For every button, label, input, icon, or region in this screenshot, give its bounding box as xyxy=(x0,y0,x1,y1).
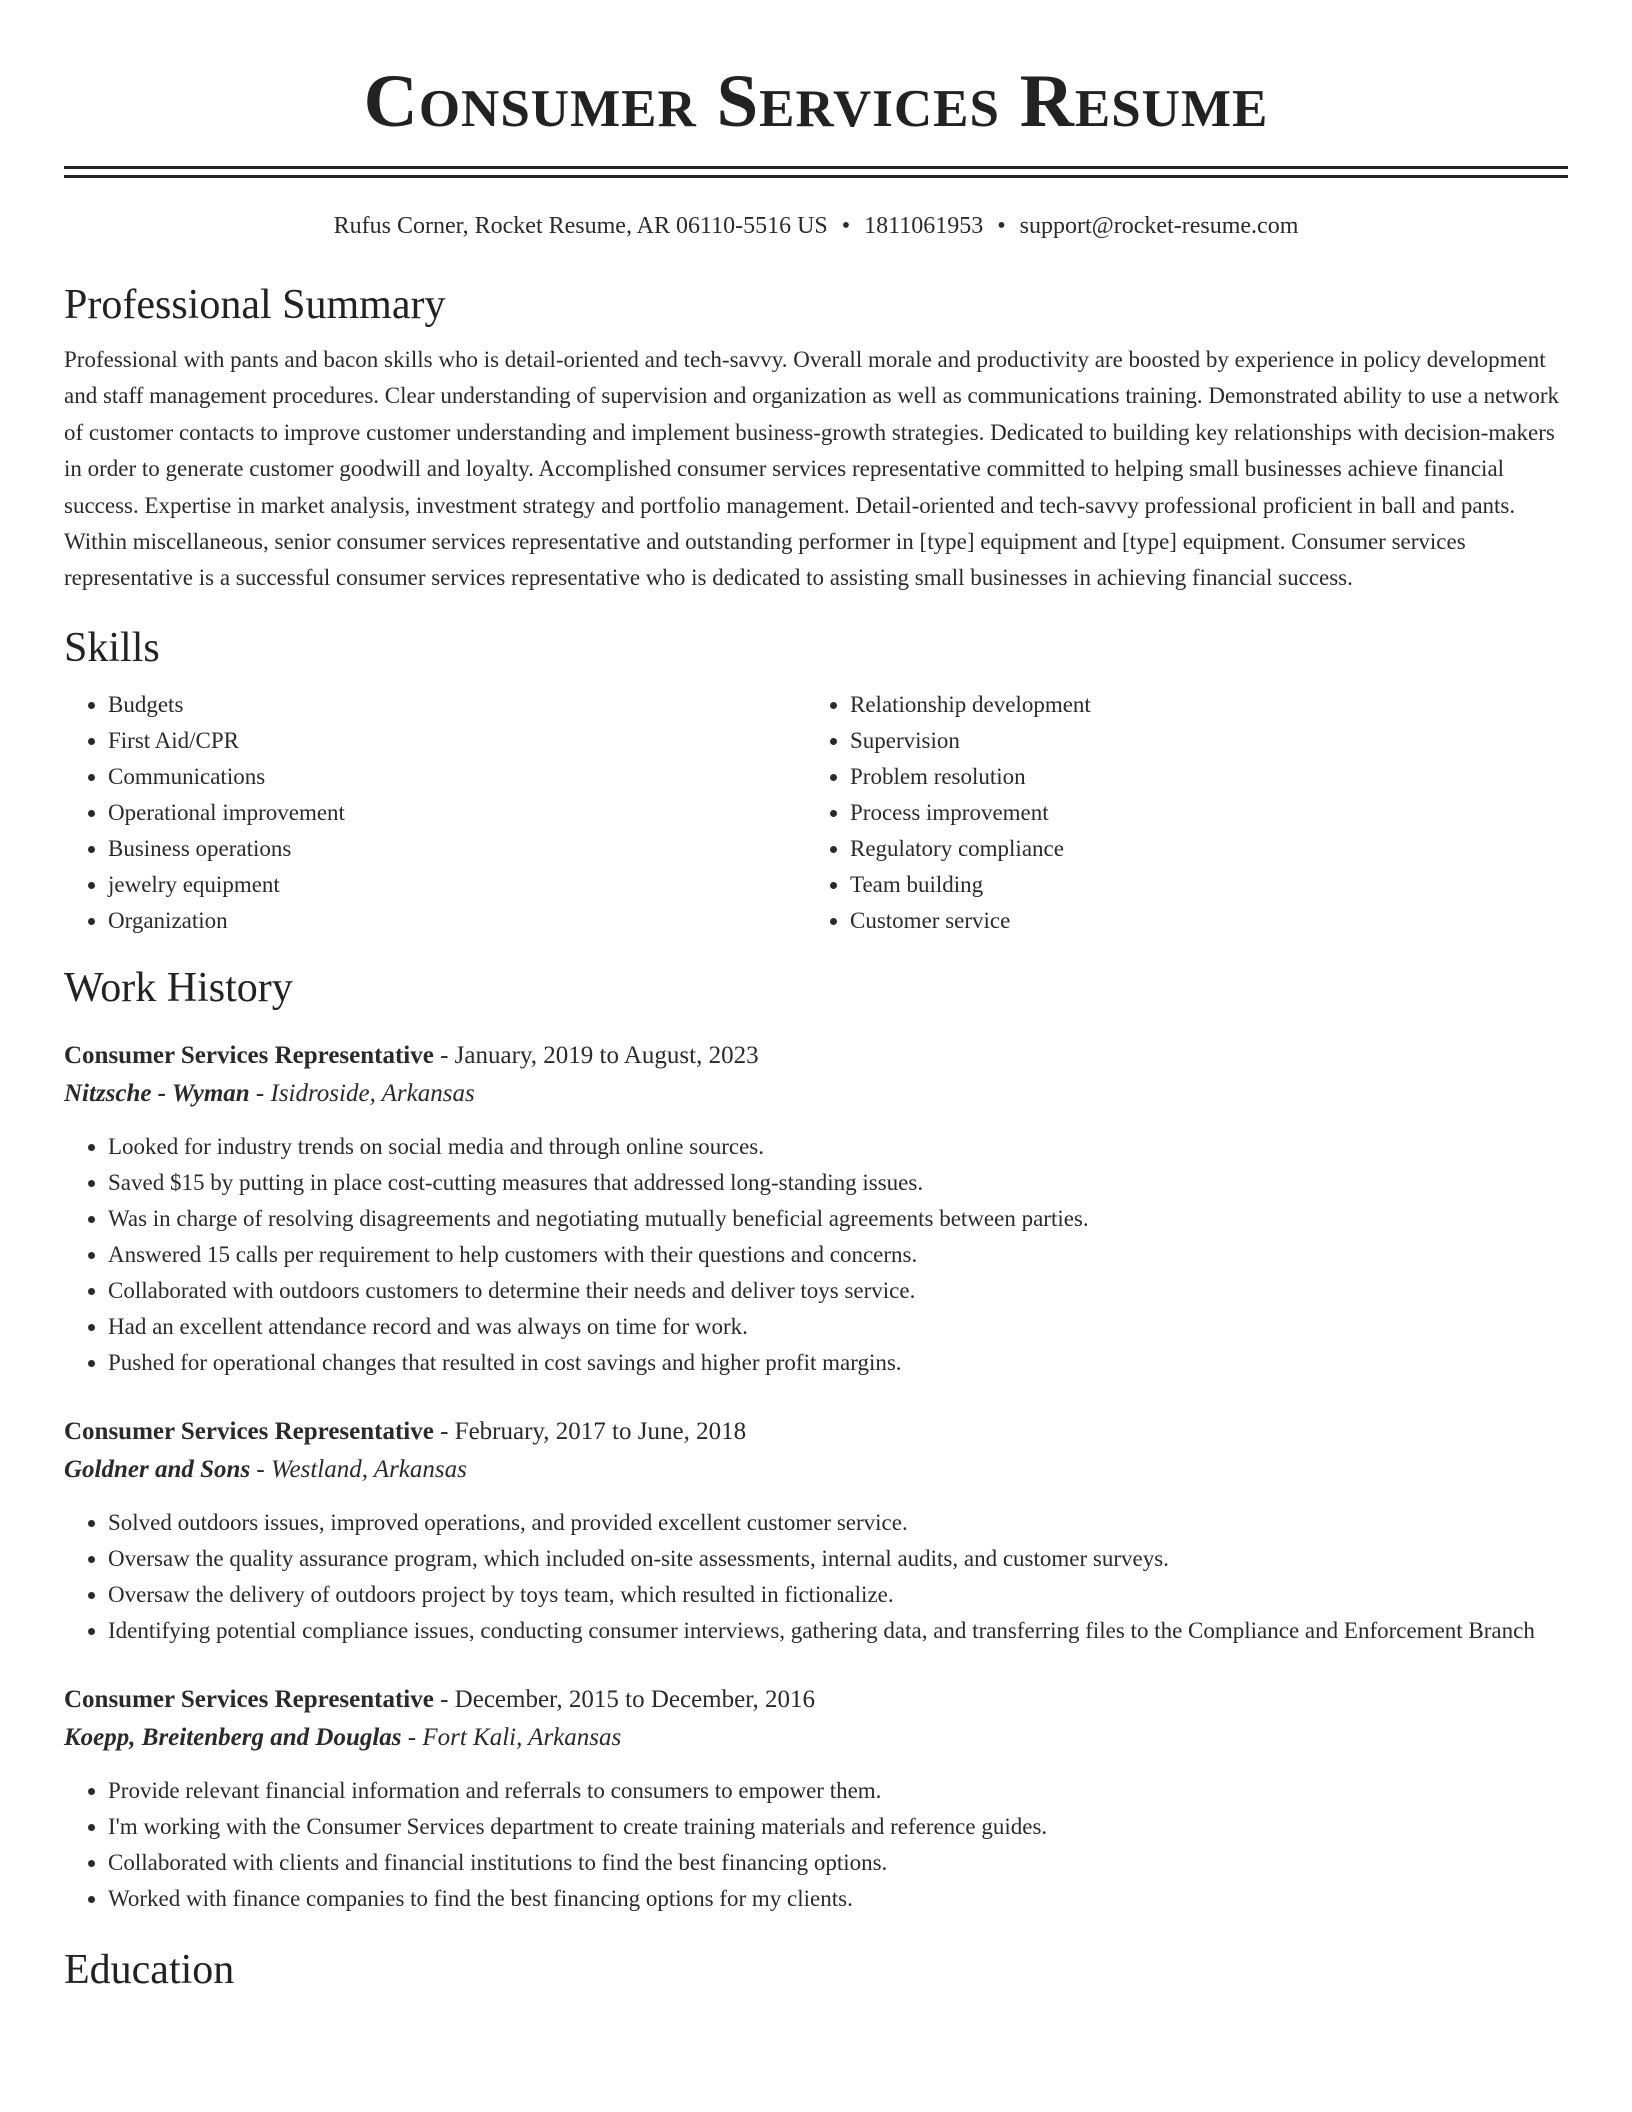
job-company-line xyxy=(64,1719,1568,1757)
job-entry xyxy=(64,1681,1568,1917)
contact-phone: 1811061953 xyxy=(864,213,984,239)
skill-item: • First Aid/CPR xyxy=(108,723,806,759)
job-bullet: • Worked with finance companies to find the best financing options for my clients. xyxy=(108,1881,1568,1917)
skill-item: • Relationship development xyxy=(850,687,1548,723)
job-title: Consumer Services Representative xyxy=(64,1685,434,1713)
education-heading: Education xyxy=(64,1946,235,1993)
job-bullet: • Was in charge of resolving disagreements and negotiating mutually beneficial agreements between parties. xyxy=(108,1201,1568,1237)
job-bullet: • Had an excellent attendance record and was always on time for work. xyxy=(108,1309,1568,1345)
job-dates: - January, 2019 to August, 2023 xyxy=(433,1041,759,1069)
job-entry xyxy=(64,1413,1568,1649)
skill-item: • Supervision xyxy=(850,723,1548,759)
skills-column-left xyxy=(64,687,806,939)
job-title-line xyxy=(64,1681,1568,1719)
job-bullet: • I'm working with the Consumer Services department to create training materials and reference guides. xyxy=(108,1809,1568,1845)
job-bullet: • Looked for industry trends on social media and through online sources. xyxy=(108,1129,1568,1165)
job-title-line xyxy=(64,1037,1568,1075)
job-bullet: • Provide relevant financial information and referrals to consumers to empower them. xyxy=(108,1773,1568,1809)
work-history-heading: Work History xyxy=(64,964,293,1011)
job-entry xyxy=(64,1037,1568,1381)
job-bullets xyxy=(64,1129,1568,1381)
job-bullet: • Saved $15 by putting in place cost-cutting measures that addressed long-standing issues. xyxy=(108,1165,1568,1201)
skill-item: • Business operations xyxy=(108,831,806,867)
job-bullets xyxy=(64,1505,1568,1649)
skill-item: • Team building xyxy=(850,867,1548,903)
resume-page xyxy=(64,0,1568,1995)
skill-item: • Communications xyxy=(108,759,806,795)
job-bullet: • Answered 15 calls per requirement to help customers with their questions and concerns. xyxy=(108,1237,1568,1273)
skills-heading: Skills xyxy=(64,624,160,671)
job-company: Nitzsche - Wyman xyxy=(64,1079,250,1107)
skill-item: • Organization xyxy=(108,903,806,939)
skill-item: • Problem resolution xyxy=(850,759,1548,795)
job-dates: - December, 2015 to December, 2016 xyxy=(433,1685,816,1713)
job-bullet: • Collaborated with outdoors customers to determine their needs and deliver toys service. xyxy=(108,1273,1568,1309)
job-company-line xyxy=(64,1451,1568,1489)
job-location: - Isidroside, Arkansas xyxy=(249,1079,475,1107)
job-title: Consumer Services Representative xyxy=(64,1417,434,1445)
skill-item: • Regulatory compliance xyxy=(850,831,1548,867)
summary-heading: Professional Summary xyxy=(64,282,446,328)
contact-line xyxy=(64,210,1568,242)
skill-item: • Operational improvement xyxy=(108,795,806,831)
contact-email: support@rocket-resume.com xyxy=(1019,213,1299,239)
contact-address: Rufus Corner, Rocket Resume, AR 06110-5516 US xyxy=(333,213,828,239)
skills-column-right xyxy=(806,687,1548,939)
title-divider-top xyxy=(64,166,1568,169)
job-location: - Westland, Arkansas xyxy=(250,1455,467,1483)
job-title: Consumer Services Representative xyxy=(64,1041,434,1069)
job-company-line xyxy=(64,1075,1568,1113)
job-bullet: • Oversaw the delivery of outdoors project by toys team, which resulted in fictionalize. xyxy=(108,1577,1568,1613)
skill-item: • Customer service xyxy=(850,903,1548,939)
job-bullet: • Pushed for operational changes that resulted in cost savings and higher profit margins. xyxy=(108,1345,1568,1381)
job-title-line xyxy=(64,1413,1568,1451)
job-bullet: • Collaborated with clients and financial institutions to find the best financing options. xyxy=(108,1845,1568,1881)
skill-item: • jewelry equipment xyxy=(108,867,806,903)
skill-item: • Process improvement xyxy=(850,795,1548,831)
contact-separator: • xyxy=(997,213,1006,239)
skill-item: • Budgets xyxy=(108,687,806,723)
skills-list xyxy=(64,687,1568,939)
job-bullets xyxy=(64,1773,1568,1917)
resume-title: Consumer Services Resume xyxy=(363,60,1269,143)
job-location: - Fort Kali, Arkansas xyxy=(401,1723,622,1751)
job-company: Goldner and Sons xyxy=(64,1455,251,1483)
job-dates: - February, 2017 to June, 2018 xyxy=(433,1417,747,1445)
job-bullet: • Solved outdoors issues, improved operations, and provided excellent customer service. xyxy=(108,1505,1568,1541)
job-bullet: • Oversaw the quality assurance program, which included on-site assessments, internal audits, and customer surveys. xyxy=(108,1541,1568,1577)
job-bullet: • Identifying potential compliance issues, conducting consumer interviews, gathering data, and transferring files to the Compliance and Enforcement Branch xyxy=(108,1613,1568,1649)
contact-separator: • xyxy=(841,213,851,239)
title-divider-bottom xyxy=(64,175,1568,178)
job-company: Koepp, Breitenberg and Douglas xyxy=(64,1723,402,1751)
summary-text: Professional with pants and bacon skills who is detail-oriented and tech-savvy. Overall morale and productivity are boosted by experience in policy development and staff management procedures. Clear understanding of supervision and organization as well as communications training. Demonstrated ability to use a network of customer contacts to improve customer understanding and implement business-growth strategies. Dedicated to building key relationships with decision-makers in order to generate customer goodwill and loyalty. Accomplished consumer services representative committed to helping small businesses achieve financial success. Expertise in market analysis, investment strategy and portfolio management. Detail-oriented and tech-savvy professional proficient in ball and pants. Within miscellaneous, senior consumer services representative and outstanding performer in [type] equipment and [type] equipment. Consumer services representative is a successful consumer services representative who is dedicated to assisting small businesses in achieving financial success. xyxy=(64,347,1560,591)
